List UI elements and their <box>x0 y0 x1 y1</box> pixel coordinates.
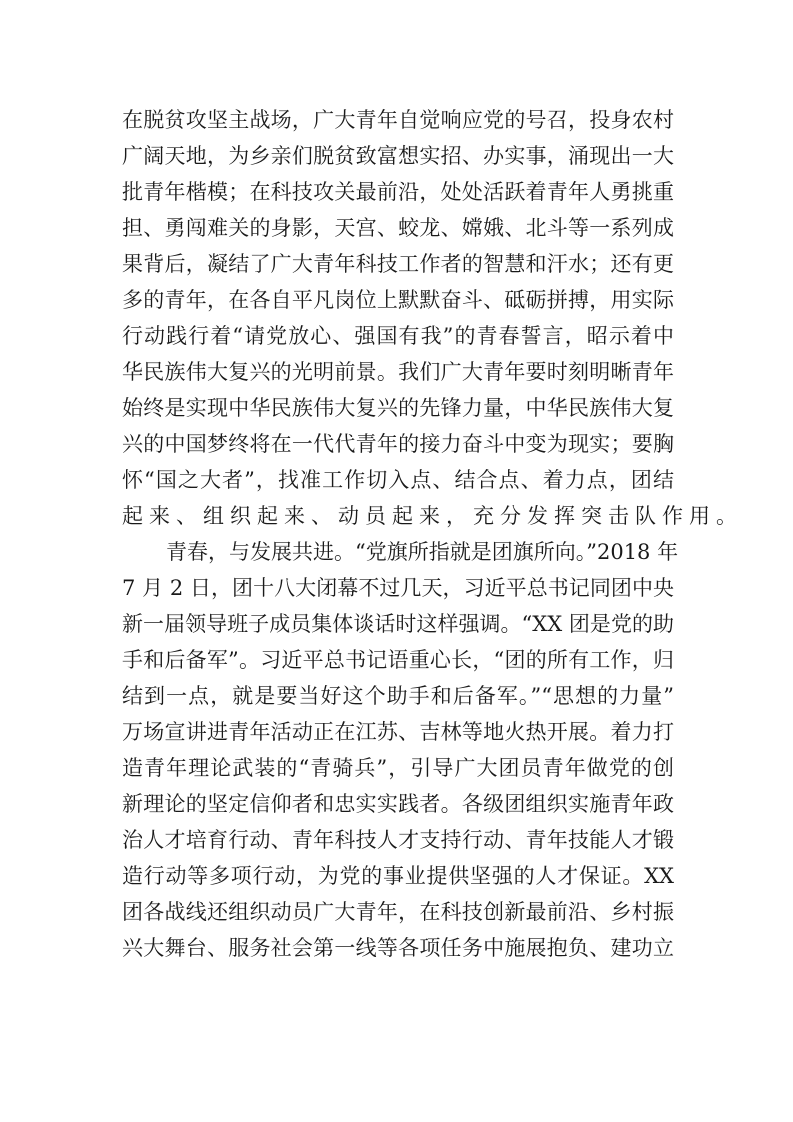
text-line: 怀“国之大者”，找准工作切入点、结合点、着力点，团结 <box>122 468 674 492</box>
body-text <box>122 102 743 966</box>
text-line: 造行动等多项行动，为党的事业提供坚强的人才保证。XX <box>122 864 674 888</box>
text-line: 手和后备军”。习近平总书记语重心长，“团的所有工作，归 <box>122 648 674 672</box>
text-line: 华民族伟大复兴的光明前景。我们广大青年要时刻明晰青年 <box>122 360 674 384</box>
text-line: 在脱贫攻坚主战场，广大青年自觉响应党的号召，投身农村 <box>122 108 674 132</box>
text-line: 行动践行着“请党放心、强国有我”的青春誓言，昭示着中 <box>122 324 674 348</box>
text-line: 始终是实现中华民族伟大复兴的先锋力量，中华民族伟大复 <box>122 396 674 420</box>
paragraph-1 <box>122 102 743 534</box>
text-line: 新理论的坚定信仰者和忠实实践者。各级团组织实施青年政 <box>122 792 674 816</box>
text-line: 兴的中国梦终将在一代代青年的接力奋斗中变为现实；要胸 <box>122 432 674 456</box>
text-line: 多的青年，在各自平凡岗位上默默奋斗、砥砺拼搏，用实际 <box>122 288 674 312</box>
text-line: 7 月 2 日，团十八大闭幕不过几天，习近平总书记同团中央 <box>122 576 674 600</box>
text-line: 团各战线还组织动员广大青年，在科技创新最前沿、乡村振 <box>122 900 674 924</box>
text-line: 起来、组织起来、动员起来，充分发挥突击队作用。 <box>122 504 743 528</box>
text-line: 批青年楷模；在科技攻关最前沿，处处活跃着青年人勇挑重 <box>122 180 674 204</box>
text-line: 治人才培育行动、青年科技人才支持行动、青年技能人才锻 <box>122 828 674 852</box>
text-line: 果背后，凝结了广大青年科技工作者的智慧和汗水；还有更 <box>122 252 674 276</box>
text-line: 广阔天地，为乡亲们脱贫致富想实招、办实事，涌现出一大 <box>122 144 674 168</box>
text-line: 万场宣讲进青年活动正在江苏、吉林等地火热开展。着力打 <box>122 720 674 744</box>
text-line: 造青年理论武装的“青骑兵”，引导广大团员青年做党的创 <box>122 756 674 780</box>
paragraph-2 <box>122 534 679 966</box>
text-line: 担、勇闯难关的身影，天宫、蛟龙、嫦娥、北斗等一系列成 <box>122 216 674 240</box>
text-line: 青春，与发展共进。“党旗所指就是团旗所向。”2018 年 <box>166 540 679 564</box>
text-line: 新一届领导班子成员集体谈话时这样强调。“XX 团是党的助 <box>122 612 674 636</box>
text-line: 结到一点，就是要当好这个助手和后备军。”“思想的力量” <box>122 684 674 708</box>
text-line: 兴大舞台、服务社会第一线等各项任务中施展抱负、建功立 <box>122 936 674 960</box>
